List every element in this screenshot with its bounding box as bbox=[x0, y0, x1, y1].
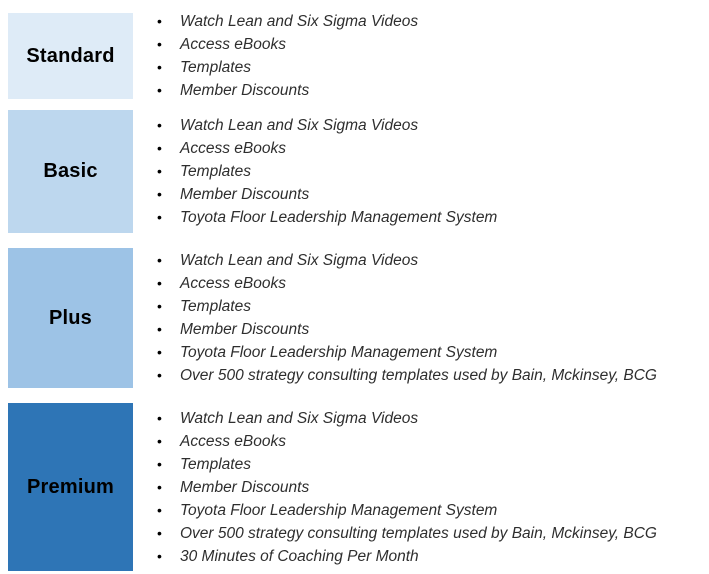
tier-name-box bbox=[8, 13, 133, 99]
tier-feature-list bbox=[133, 249, 709, 387]
feature-item bbox=[133, 56, 709, 79]
feature-item bbox=[133, 206, 709, 229]
feature-text: Access eBooks bbox=[180, 36, 286, 53]
feature-item bbox=[133, 364, 709, 387]
feature-text: Templates bbox=[180, 298, 251, 315]
feature-text: Toyota Floor Leadership Management System bbox=[180, 501, 498, 519]
feature-item bbox=[133, 407, 709, 430]
feature-item bbox=[133, 114, 709, 137]
feature-item bbox=[133, 137, 709, 160]
feature-text: Member Discounts bbox=[180, 82, 310, 99]
tier-name-box bbox=[8, 110, 133, 233]
feature-text: Watch Lean and Six Sigma Videos bbox=[180, 117, 419, 134]
feature-item bbox=[133, 10, 709, 33]
feature-item bbox=[133, 499, 709, 522]
tier-row bbox=[8, 110, 709, 233]
feature-text: Over 500 strategy consulting templates used by Bain, Mckinsey, BCG bbox=[180, 367, 657, 384]
feature-text: Member Discounts bbox=[180, 186, 310, 203]
feature-text: Access eBooks bbox=[180, 275, 286, 292]
tier-row bbox=[8, 248, 709, 388]
feature-item bbox=[133, 249, 709, 272]
tier-name-label: Plus bbox=[48, 306, 93, 329]
feature-item bbox=[133, 476, 709, 499]
feature-item bbox=[133, 160, 709, 183]
feature-text: Toyota Floor Leadership Management System bbox=[180, 344, 498, 361]
tier-name-label: Basic bbox=[43, 160, 98, 182]
feature-text: Watch Lean and Six Sigma Videos bbox=[180, 13, 419, 30]
feature-text: Over 500 strategy consulting templates used by Bain, Mckinsey, BCG bbox=[180, 524, 657, 542]
tier-name-box bbox=[8, 248, 133, 388]
feature-item bbox=[133, 318, 709, 341]
feature-text: Templates bbox=[180, 59, 251, 76]
feature-item bbox=[133, 79, 709, 102]
feature-item bbox=[133, 430, 709, 453]
feature-text: Watch Lean and Six Sigma Videos bbox=[180, 409, 419, 427]
tier-feature-list bbox=[133, 114, 709, 229]
feature-text: Member Discounts bbox=[180, 321, 310, 338]
feature-text: Templates bbox=[180, 455, 251, 473]
feature-text: 30 Minutes of Coaching Per Month bbox=[180, 547, 419, 565]
tier-row bbox=[8, 10, 709, 102]
tier-name-label: Standard bbox=[26, 44, 115, 67]
tier-row bbox=[8, 403, 709, 571]
tier-feature-list bbox=[133, 10, 709, 102]
tier-name-box bbox=[8, 403, 133, 571]
feature-item bbox=[133, 183, 709, 206]
feature-item bbox=[133, 33, 709, 56]
tier-feature-list bbox=[133, 407, 709, 568]
feature-item bbox=[133, 453, 709, 476]
tier-name-label: Premium bbox=[27, 475, 114, 498]
feature-item bbox=[133, 341, 709, 364]
feature-text: Templates bbox=[180, 163, 251, 180]
feature-item bbox=[133, 545, 709, 568]
feature-text: Access eBooks bbox=[180, 432, 286, 450]
feature-text: Access eBooks bbox=[180, 140, 286, 157]
feature-item bbox=[133, 272, 709, 295]
feature-item bbox=[133, 522, 709, 545]
feature-text: Member Discounts bbox=[180, 478, 310, 496]
feature-text: Watch Lean and Six Sigma Videos bbox=[180, 252, 419, 269]
feature-item bbox=[133, 295, 709, 318]
feature-text: Toyota Floor Leadership Management System bbox=[180, 209, 498, 226]
